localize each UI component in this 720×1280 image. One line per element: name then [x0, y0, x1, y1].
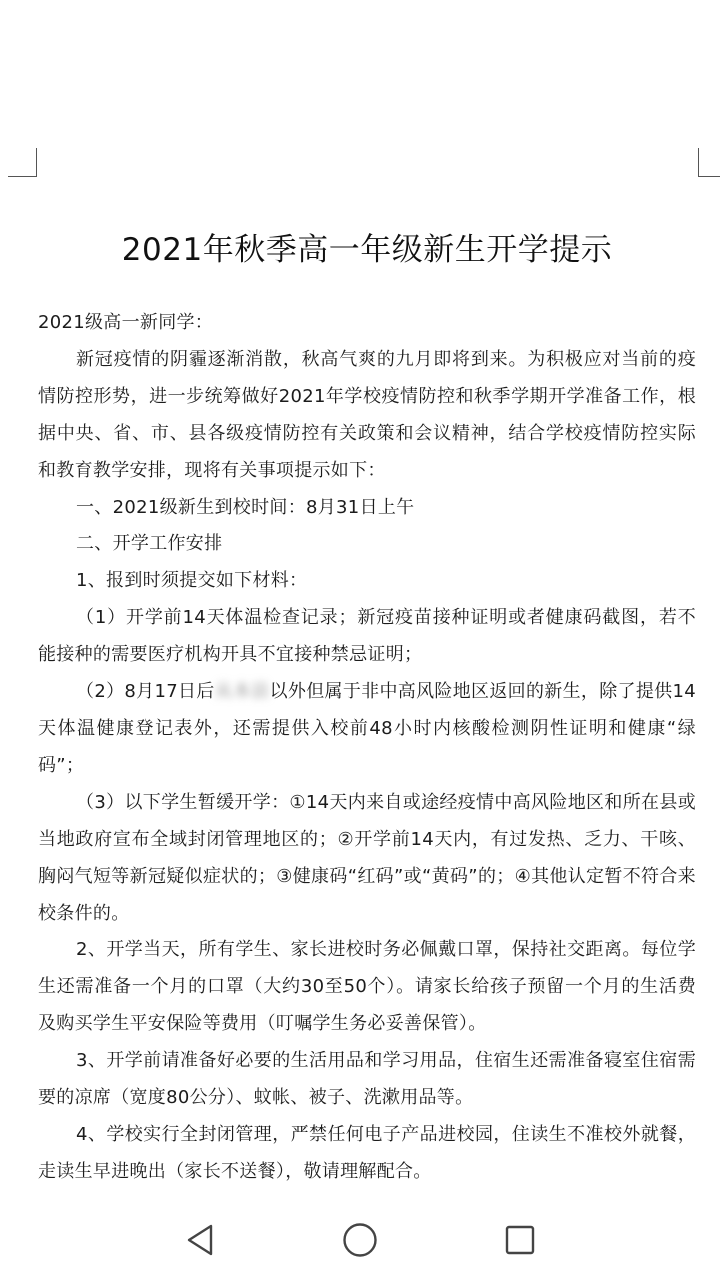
blurred-text: 从本县	[214, 681, 270, 703]
square-recent-icon	[504, 1224, 536, 1256]
system-nav-bar	[0, 1200, 720, 1280]
item-3: 3、开学前请准备好必要的生活用品和学习用品，住宿生还需准备寝室住宿需要的凉席（宽度80公分）、蚊帐、被子、洗漱用品等。	[38, 1050, 696, 1109]
item-4: 4、学校实行全封闭管理，严禁任何电子产品进校园，住读生不准校外就餐，走读生早进晚出（家长不送餐），敬请理解配合。	[38, 1123, 696, 1182]
section-2: 二、开学工作安排	[76, 533, 223, 555]
item-1-2	[38, 674, 696, 785]
intro-paragraph: 新冠疫情的阴霾逐渐消散，秋高气爽的九月即将到来。为积极应对当前的疫情防控形势，进一步统筹做好2021年学校疫情防控和秋季学期开学准备工作，根据中央、省、市、县各级疫情防控有关政策和会议精神，结合学校疫情防控实际和教育教学安排，现将有关事项提示如下：	[38, 348, 696, 481]
crop-mark-top-right	[698, 148, 720, 177]
circle-home-icon	[342, 1222, 378, 1258]
item-1: 1、报到时须提交如下材料：	[76, 570, 308, 592]
section-1: 一、2021级新生到校时间：8月31日上午	[76, 496, 415, 518]
document-body	[38, 305, 696, 1191]
back-button[interactable]	[178, 1218, 222, 1262]
document-title: 2021年秋季高一年级新生开学提示	[121, 232, 613, 268]
item-1-3: （3）以下学生暂缓开学：①14天内来自或途经疫情中高风险地区和所在县或当地政府宣布全域封闭管理地区的；②开学前14天内，有过发热、乏力、干咳、胸闷气短等新冠疑似症状的；③健康码“红码”或“黄码”的；④其他认定暂不符合来校条件的。	[38, 791, 696, 924]
item-2: 2、开学当天，所有学生、家长进校时务必佩戴口罩，保持社交距离。每位学生还需准备一个月的口罩（大约30至50个）。请家长给孩子预留一个月的生活费及购买学生平安保险等费用（叮嘱学生务必妥善保管）。	[38, 939, 696, 1035]
item-1-2-start: （2）8月17日后	[76, 681, 215, 703]
crop-mark-top-left	[8, 148, 37, 177]
home-button[interactable]	[338, 1218, 382, 1262]
triangle-back-icon	[185, 1223, 215, 1257]
recent-apps-button[interactable]	[498, 1218, 542, 1262]
item-1-2-end: 以外但属于非中高风险地区返回的新生，除了提供14天体温健康登记表外，还需提供入校前48小时内核酸检测阴性证明和健康“绿码”；	[38, 681, 696, 776]
item-1-1: （1）开学前14天体温检查记录；新冠疫苗接种证明或者健康码截图，若不能接种的需要医疗机构开具不宜接种禁忌证明；	[38, 607, 696, 666]
salutation: 2021级高一新同学：	[38, 312, 214, 333]
